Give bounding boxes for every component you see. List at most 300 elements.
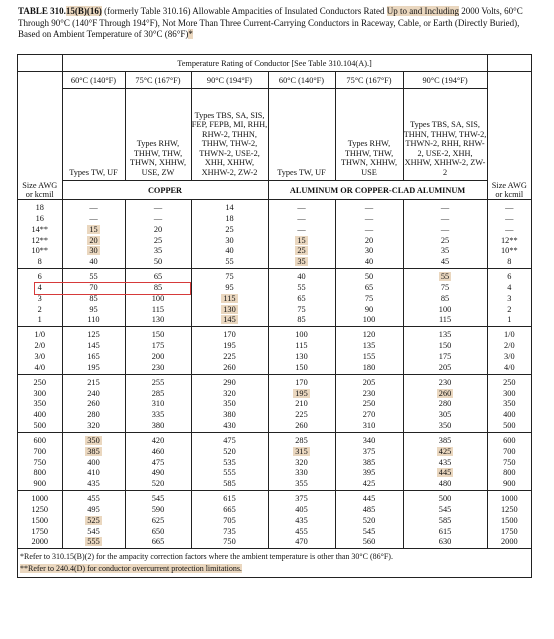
ampacity-cell [403,516,487,527]
aluminum-header: ALUMINUM OR COPPER-CLAD ALUMINUM [268,181,487,200]
ampacity-cell [125,537,191,548]
cell-value: 380 [223,410,236,420]
cell-value: 630 [438,537,452,547]
ampacity-cell [335,432,403,447]
ampacity-cell [191,468,268,479]
cell-value: 545 [362,526,376,536]
cell-value: 100 [295,330,308,340]
ampacity-cell [191,257,268,268]
ampacity-cell [62,341,125,352]
ampacity-cell [268,236,335,247]
table-row [18,432,531,447]
cell-value: 425 [362,479,376,489]
temp-header: 60°C (140°F) [268,72,335,89]
size-cell [18,341,62,352]
ampacity-cell [62,352,125,363]
size-cell-right [487,374,531,389]
ampacity-cell [403,537,487,548]
cell-value: 455 [295,526,308,536]
cell-value: 270 [362,410,376,420]
cell-value: 750 [223,537,236,547]
ampacity-cell [125,200,191,215]
cell-value: 8 [507,257,512,267]
cell-value: 2 [507,304,512,314]
cell-value: 155 [362,351,376,361]
ampacity-cell [125,305,191,316]
cell-value: 495 [87,504,100,514]
cell-value: 350 [438,420,452,430]
ampacity-cell [403,214,487,225]
size-cell-right [487,200,531,215]
cell-value: 3/0 [34,351,46,361]
ampacity-cell [125,374,191,389]
ampacity-cell [191,527,268,538]
size-cell [18,458,62,469]
cell-value: 520 [151,479,165,489]
cell-value: 425 [438,446,452,456]
ampacity-cell [403,389,487,400]
cell-value: 900 [503,479,516,489]
ampacity-cell [62,305,125,316]
ampacity-cell [335,363,403,374]
cell-value: 150 [295,362,308,372]
ampacity-cell [403,352,487,363]
cell-value: 520 [223,446,236,456]
ampacity-cell [268,268,335,283]
cell-value: 30 [225,235,234,245]
ampacity-cell [335,505,403,516]
ampacity-cell [125,236,191,247]
cell-value: 625 [151,515,165,525]
size-cell-right [487,468,531,479]
cell-value: 385 [87,446,100,456]
cell-value: 535 [223,457,236,467]
ampacity-cell [125,447,191,458]
cell-value: 665 [151,537,165,547]
cell-value: 75 [440,282,450,292]
cell-value: 750 [503,457,516,467]
ampacity-cell [125,410,191,421]
cell-value: 100 [151,293,165,303]
size-cell [18,505,62,516]
size-cell [18,447,62,458]
title-highlight: Up to and Including [386,6,459,16]
cell-value: 150 [151,330,165,340]
ampacity-cell [335,537,403,548]
ampacity-cell [403,236,487,247]
cell-value: 4/0 [34,362,46,372]
ampacity-cell [268,389,335,400]
cell-value: 500 [503,420,516,430]
cell-value: 170 [295,377,308,387]
ampacity-cell [191,447,268,458]
cell-value: 95 [89,304,98,314]
cell-value: 10** [501,246,518,256]
ampacity-cell [335,374,403,389]
ampacity-cell [335,225,403,236]
size-cell-right [487,246,531,257]
ampacity-cell [335,479,403,490]
ampacity-cell [335,490,403,505]
ampacity-cell [191,225,268,236]
cell-value: 430 [223,420,236,430]
ampacity-cell [268,214,335,225]
ampacity-cell [335,315,403,326]
table-row [18,389,531,400]
cell-value: 375 [362,446,376,456]
ampacity-cell [268,537,335,548]
cell-value: 260 [438,388,452,398]
table-row [18,527,531,538]
size-cell-right [487,315,531,326]
size-cell-right [487,305,531,316]
table-row [18,374,531,389]
cell-value: — [89,214,98,223]
cell-value: 130 [223,304,236,314]
table-row [18,410,531,421]
cell-value: 545 [438,504,452,514]
cell-value: 1750 [31,526,49,536]
cell-value: 205 [438,362,452,372]
cell-value: — [297,224,306,234]
cell-value: 735 [223,526,236,536]
ampacity-cell [62,327,125,342]
table-row [18,236,531,247]
ampacity-cell [268,374,335,389]
cell-value: 900 [33,479,46,489]
cell-value: 50 [153,257,163,267]
cell-value: 2 [37,304,42,314]
cell-value: 520 [362,515,376,525]
ampacity-cell [191,352,268,363]
cell-value: 750 [33,457,46,467]
cell-value: — [440,214,450,223]
cell-value: 500 [438,494,452,504]
ampacity-cell [125,516,191,527]
table-row [18,225,531,236]
cell-value: 3 [507,293,512,303]
size-cell-right [487,389,531,400]
cell-value: 485 [362,504,376,514]
cell-value: 700 [33,446,46,456]
table-row [18,246,531,257]
ampacity-cell [403,283,487,294]
ampacity-cell [125,505,191,516]
cell-value: 3 [37,293,42,303]
cell-value: 555 [87,537,100,547]
ampacity-cell [335,527,403,538]
cell-value: 355 [295,479,308,489]
table-row [18,257,531,268]
cell-value: — [505,203,514,213]
cell-value: 85 [153,282,163,292]
cell-value: 340 [362,435,376,445]
cell-value: 170 [223,330,236,340]
ampacity-cell [335,468,403,479]
cell-value: 195 [87,362,100,372]
cell-value: 150 [438,341,452,351]
blank-cell [487,72,531,89]
cell-value: 700 [503,446,516,456]
cell-value: 30 [364,246,374,256]
size-cell-right [487,458,531,469]
cell-value: 55 [297,282,306,292]
cell-value: 310 [362,420,376,430]
cell-value: 665 [223,504,236,514]
size-cell [18,527,62,538]
size-cell [18,315,62,326]
cell-value: 475 [151,457,165,467]
ampacity-cell [403,479,487,490]
cell-value: 75 [297,304,306,314]
cell-value: 15 [297,235,306,245]
footnote-2: **Refer to 240.4(D) for conductor overcurrent protection limitations. [20,563,242,573]
cell-value: 1250 [31,504,49,514]
ampacity-cell [125,421,191,432]
types-header: Types TBS, SA, SIS, THHN, THHW, THW-2, THWN-2, RHH, RHW-2, USE-2, XHH, XHHW, XHHW-2, ZW-2 [403,89,487,181]
size-cell-right [487,294,531,305]
size-cell-right [487,363,531,374]
ampacity-cell [191,214,268,225]
ampacity-cell [62,468,125,479]
cell-value: 320 [223,388,236,398]
cell-value: 420 [151,435,165,445]
ampacity-cell [335,352,403,363]
table-row [18,341,531,352]
blank-cell [487,89,531,181]
table-row [18,352,531,363]
ampacity-cell [125,225,191,236]
cell-value: 400 [503,410,516,420]
size-cell [18,214,62,225]
cell-value: 320 [295,457,308,467]
ampacity-cell [335,283,403,294]
ampacity-cell [191,200,268,215]
ampacity-cell [403,225,487,236]
ampacity-cell [191,432,268,447]
cell-value: 205 [362,377,376,387]
cell-value: 12** [31,235,49,245]
cell-value: 600 [503,435,516,445]
cell-value: 25 [297,246,306,256]
cell-value: 3/0 [504,351,515,361]
cell-value: 335 [151,410,165,420]
ampacity-cell [268,225,335,236]
ampacity-cell [62,214,125,225]
cell-value: 615 [223,494,236,504]
types-header: Types TBS, SA, SIS, FEP, FEPB, MI, RHH, RHW-2, THHN, THHW, THW-2, THWN-2, USE-2, XHH, XHHW, XHHW-2, ZW-2 [191,89,268,181]
ampacity-cell [403,410,487,421]
cell-value: 410 [87,468,100,478]
cell-value: 2000 [31,537,49,547]
cell-value: 95 [225,282,234,292]
ampacity-cell [125,352,191,363]
table-row [18,327,531,342]
cell-value: 10** [31,246,49,256]
ampacity-cell [191,421,268,432]
cell-value: 455 [87,494,100,504]
cell-value: 500 [33,420,46,430]
cell-value: 300 [503,388,516,398]
ampacity-cell [268,432,335,447]
cell-value: 250 [362,399,376,409]
table-row [18,294,531,305]
ampacity-cell [335,268,403,283]
ampacity-cell [268,305,335,316]
ampacity-cell [62,294,125,305]
size-cell-right [487,516,531,527]
cell-value: 300 [33,388,46,398]
cell-value: 585 [223,479,236,489]
cell-value: 40 [364,257,374,267]
cell-value: — [505,224,514,234]
cell-value: 110 [87,315,100,325]
cell-value: 115 [223,293,236,303]
cell-value: — [153,203,163,213]
ampacity-cell [62,516,125,527]
cell-value: 435 [295,515,308,525]
ampacity-cell [403,490,487,505]
footnote-1: *Refer to 310.15(B)(2) for the ampacity correction factors where the ambient temperature is other than 30°C (86°F). [20,552,393,562]
ampacity-cell [335,516,403,527]
size-cell [18,490,62,505]
ampacity-cell [335,389,403,400]
ampacity-cell [191,246,268,257]
ampacity-cell [268,257,335,268]
ampacity-cell [62,315,125,326]
cell-value: 560 [362,537,376,547]
ampacity-cell [335,458,403,469]
title-text-1: (formerly Table 310.16) Allowable Ampacities of Insulated Conductors Rated [101,6,387,16]
ampacity-cell [403,305,487,316]
size-cell [18,537,62,548]
cell-value: 4 [37,282,42,292]
cell-value: 240 [87,388,100,398]
ampacity-cell [125,246,191,257]
cell-value: 305 [438,410,452,420]
cell-value: 310 [151,399,165,409]
ampacity-cell [335,305,403,316]
cell-value: 35 [297,257,306,267]
ampacity-cell [403,527,487,538]
ampacity-cell [335,327,403,342]
size-cell [18,200,62,215]
cell-value: 2/0 [34,341,46,351]
cell-value: 12** [501,235,518,245]
ampacity-cell [125,399,191,410]
cell-value: 195 [295,388,308,398]
cell-value: 55 [440,272,450,282]
cell-value: 250 [503,377,516,387]
size-cell-right [487,225,531,236]
title-prefix: TABLE 310. [18,6,66,16]
cell-value: 50 [364,272,374,282]
cell-value: — [505,214,514,223]
ampacity-cell [403,200,487,215]
ampacity-cell [403,374,487,389]
cell-value: 145 [87,341,100,351]
ampacity-cell [403,268,487,283]
cell-value: 1750 [501,526,518,536]
ampacity-cell [268,352,335,363]
cell-value: 25 [153,235,163,245]
ampacity-cell [403,294,487,305]
cell-value: 1500 [31,515,49,525]
ampacity-cell [191,537,268,548]
cell-value: 545 [151,494,165,504]
cell-value: 16 [35,214,44,223]
cell-value: 115 [151,304,165,314]
cell-value: 100 [438,304,452,314]
ampacity-cell [403,246,487,257]
cell-value: 15 [89,224,98,234]
ampacity-cell [191,389,268,400]
size-cell [18,236,62,247]
cell-value: — [440,224,450,234]
cell-value: 225 [295,410,308,420]
cell-value: 315 [295,446,308,456]
ampacity-cell [62,363,125,374]
cell-value: 40 [225,246,234,256]
ampacity-cell [403,447,487,458]
ampacity-cell [125,214,191,225]
cell-value: 195 [223,341,236,351]
size-cell-right [487,505,531,516]
ampacity-cell [403,257,487,268]
cell-value: 480 [438,479,452,489]
cell-value: 350 [223,399,236,409]
cell-value: 135 [438,330,452,340]
cell-value: — [297,214,306,223]
table-row [18,479,531,490]
ampacity-cell [335,214,403,225]
ampacity-cell [268,246,335,257]
cell-value: 6 [507,272,512,282]
cell-value: 1000 [501,494,518,504]
size-cell [18,225,62,236]
ampacity-cell [191,458,268,469]
ampacity-cell [335,421,403,432]
ampacity-cell [268,479,335,490]
cell-value: 525 [87,515,100,525]
cell-value: 70 [89,282,98,292]
cell-value: 165 [87,351,100,361]
table-row [18,490,531,505]
cell-value: 125 [87,330,100,340]
cell-value: 1 [37,315,42,325]
ampacity-cell [191,283,268,294]
table-row [18,468,531,479]
size-cell [18,268,62,283]
cell-value: 200 [151,351,165,361]
table-row [18,363,531,374]
table-row [18,458,531,469]
size-cell-right [487,236,531,247]
ampacity-cell [268,283,335,294]
ampacity-cell [268,458,335,469]
ampacity-cell [62,246,125,257]
cell-value: 260 [223,362,236,372]
cell-value: 135 [362,341,376,351]
ampacity-cell [191,363,268,374]
cell-value: 445 [438,468,452,478]
table-row [18,268,531,283]
ampacity-cell [403,432,487,447]
cell-value: 1/0 [504,330,515,340]
ampacity-cell [403,363,487,374]
size-cell-right [487,341,531,352]
cell-value: 400 [33,410,46,420]
